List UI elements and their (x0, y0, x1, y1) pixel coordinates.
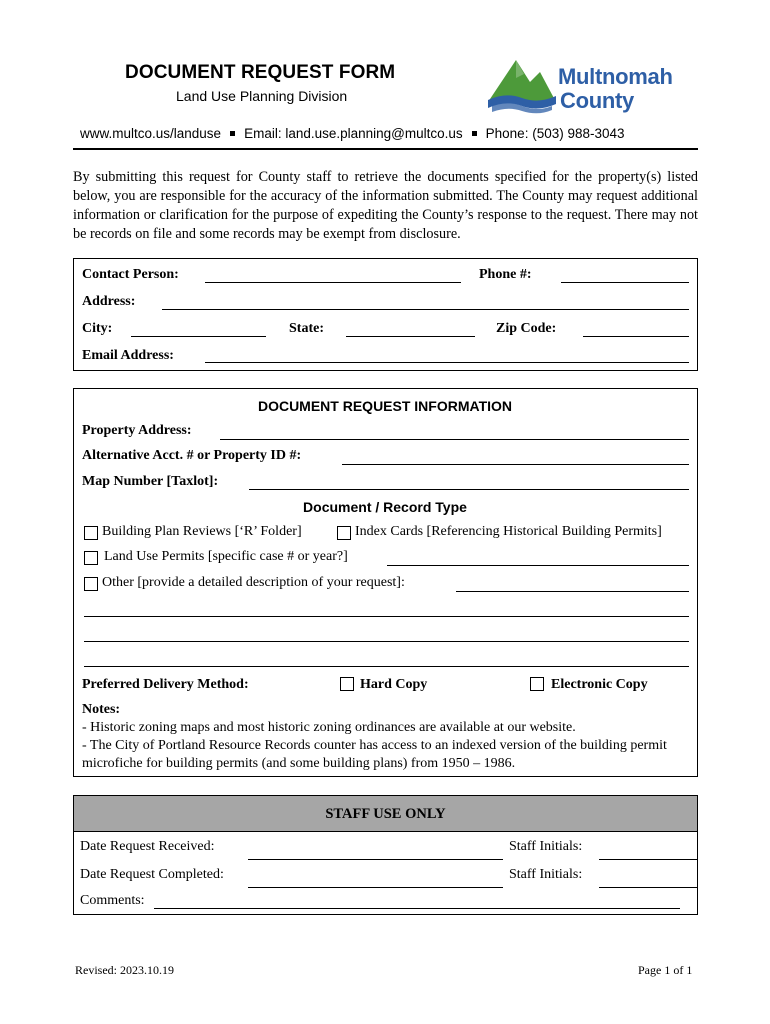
staff-use-section (73, 795, 698, 915)
zip-field[interactable] (583, 336, 689, 337)
multnomah-county-logo (486, 56, 686, 118)
form-title: DOCUMENT REQUEST FORM (125, 62, 396, 83)
date-received-field[interactable] (248, 859, 503, 860)
other-description-field[interactable] (456, 591, 689, 592)
notes-heading: Notes: (82, 702, 121, 717)
comments-field[interactable] (154, 908, 680, 909)
description-line-1[interactable] (84, 616, 689, 617)
revised-date: Revised: 2023.10.19 (75, 963, 174, 977)
intro-paragraph: By submitting this request for County staff to retrieve the documents specified for the property(s) listed below, you are responsible for the accuracy of the information submitted. The County may request additional information or clarification for the purpose of expediting the County’s response to the request. There may not be records on file and some records may be exempt from disclosure. (73, 169, 698, 242)
staff-initials-label-1: Staff Initials: (509, 839, 583, 854)
description-line-2[interactable] (84, 641, 689, 642)
logo-text-county: County (560, 88, 634, 113)
address-label: Address: (82, 294, 136, 309)
land-use-field[interactable] (387, 565, 689, 566)
building-plan-label: Building Plan Reviews [‘R’ Folder] (102, 524, 302, 539)
staff-initials-label-2: Staff Initials: (509, 867, 583, 882)
contact-person-label: Contact Person: (82, 267, 179, 282)
header-divider (73, 148, 698, 150)
state-field[interactable] (346, 336, 475, 337)
property-address-field[interactable] (220, 439, 689, 440)
notes-list (82, 719, 687, 773)
delivery-method-label: Preferred Delivery Method: (82, 677, 249, 692)
bullet-icon (472, 131, 477, 136)
email-label: Email Address: (82, 348, 174, 363)
date-completed-label: Date Request Completed: (80, 867, 224, 882)
property-address-label: Property Address: (82, 423, 192, 438)
logo-text-multnomah: Multnomah (558, 64, 673, 89)
staff-initials-field-2[interactable] (599, 887, 697, 888)
phone-text: Phone: (503) 988-3043 (485, 126, 625, 141)
note-item: - Historic zoning maps and most historic zoning ordinances are available at our website. (82, 720, 576, 735)
hard-copy-checkbox[interactable] (340, 677, 354, 691)
description-line-3[interactable] (84, 666, 689, 667)
index-cards-checkbox[interactable] (337, 526, 351, 540)
city-label: City: (82, 321, 113, 336)
zip-label: Zip Code: (496, 321, 557, 336)
page-number: Page 1 of 1 (638, 963, 693, 977)
alt-acct-field[interactable] (342, 464, 689, 465)
document-request-heading: DOCUMENT REQUEST INFORMATION (257, 398, 513, 414)
land-use-checkbox[interactable] (84, 551, 98, 565)
staff-use-heading: STAFF USE ONLY (74, 796, 697, 832)
contact-person-field[interactable] (205, 282, 461, 283)
hard-copy-label: Hard Copy (360, 677, 428, 692)
land-use-label: Land Use Permits [specific case # or year?] (104, 549, 348, 564)
address-field[interactable] (162, 309, 689, 310)
record-type-heading: Document / Record Type (303, 499, 467, 515)
other-label: Other [provide a detailed description of your request]: (102, 575, 405, 590)
other-checkbox[interactable] (84, 577, 98, 591)
alt-acct-label: Alternative Acct. # or Property ID #: (82, 448, 302, 463)
electronic-copy-checkbox[interactable] (530, 677, 544, 691)
state-label: State: (289, 321, 324, 336)
map-number-label: Map Number [Taxlot]: (82, 474, 219, 489)
date-completed-field[interactable] (248, 887, 503, 888)
website-link[interactable]: www.multco.us/landuse (80, 126, 222, 141)
contact-section (73, 258, 698, 371)
index-cards-label: Index Cards [Referencing Historical Building Permits] (355, 524, 662, 539)
map-number-field[interactable] (249, 489, 689, 490)
contact-info-line (80, 126, 698, 141)
city-field[interactable] (131, 336, 266, 337)
division-subtitle: Land Use Planning Division (176, 88, 348, 104)
document-request-section (73, 388, 698, 777)
date-received-label: Date Request Received: (80, 839, 215, 854)
bullet-icon (230, 131, 235, 136)
building-plan-checkbox[interactable] (84, 526, 98, 540)
note-item: - The City of Portland Resource Records counter has access to an indexed version of the building permit microfiche for building permits (and some building plans) from 1950 – 1986. (82, 738, 667, 771)
electronic-copy-label: Electronic Copy (551, 677, 648, 692)
email-link[interactable]: Email: land.use.planning@multco.us (244, 126, 463, 141)
phone-field[interactable] (561, 282, 689, 283)
staff-initials-field-1[interactable] (599, 859, 697, 860)
email-field[interactable] (205, 362, 689, 363)
comments-label: Comments: (80, 893, 145, 908)
phone-label: Phone #: (479, 267, 532, 282)
